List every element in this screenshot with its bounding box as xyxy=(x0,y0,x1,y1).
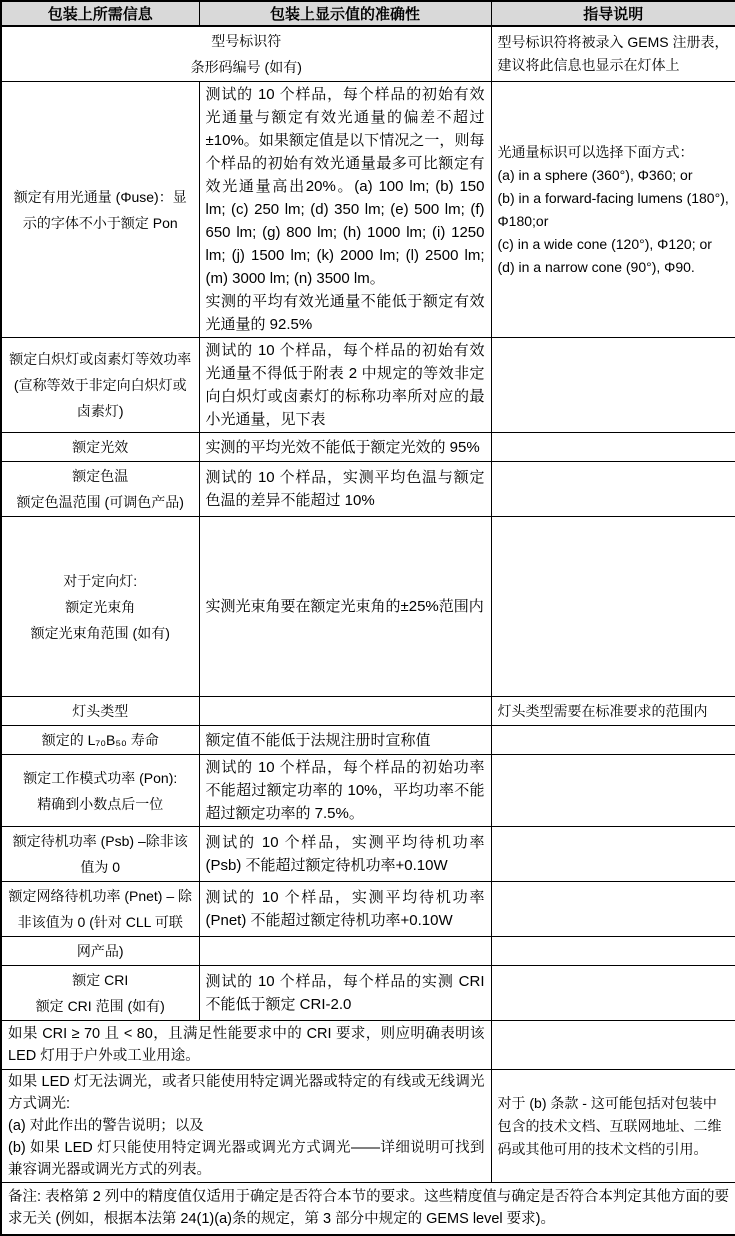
efficacy-accuracy-text: 实测的平均光效不能低于额定光效的 95% xyxy=(205,438,480,456)
cap-type-accuracy-cell-empty xyxy=(199,697,491,726)
pnet-accuracy-text: 测试的 10 个样品，实测平均待机功率 (Pnet) 不能超过额定待机功率+0.10W xyxy=(205,889,485,929)
rated-useful-flux-guidance-cell xyxy=(491,82,735,338)
efficacy-guidance-cell-empty xyxy=(491,433,735,462)
flux-accuracy-paragraph-1: 测试的 10 个样品，每个样品的初始有效光通量与额定有效光通量的偏差不超过±10%。如果额定值是以下情况之一，则每个样品的初始有效光通量最多可比额定有效光通量高出20%。(a) 100 lm; (b) 150 lm; (c) 250 lm; (d) 350 lm; (e) 500 lm; (f) 650 lm; (g) 800 lm; (h) 1000 lm; (i) 1250 lm; (j) 1500 lm; (k) 2000 lm; (l) 2500 lm; (m) 3000 lm; (n) 3500 lm。 xyxy=(205,86,485,287)
model-identifier-text: 型号标识符 xyxy=(211,33,282,49)
cct-accuracy-text: 测试的 10 个样品，实测平均色温与额定色温的差异不能超过 10% xyxy=(205,469,485,509)
model-identifier-guidance-text: 型号标识符将被录入 GEMS 注册表，建议将此信息也显示在灯体上 xyxy=(497,34,729,73)
row-rated-useful-flux xyxy=(1,82,735,338)
row-rated-lifetime xyxy=(1,726,735,755)
equiv-power-name-text: 额定白炽灯或卤素灯等效功率 (宣称等效于非定向白炽灯或卤素灯) xyxy=(9,351,192,419)
rated-useful-flux-accuracy-cell xyxy=(199,82,491,338)
pon-name-line-2: 精确到小数点后一位 xyxy=(37,795,164,812)
lifetime-accuracy-cell xyxy=(199,726,491,755)
cap-type-guidance-text: 灯头类型需要在标准要求的范围内 xyxy=(497,702,708,719)
cct-name-line-2: 额定色温范围 (可调色产品) xyxy=(16,494,184,510)
remark-cell xyxy=(1,1183,735,1235)
row-dimming-requirements xyxy=(1,1070,735,1183)
beam-angle-name-line-1: 对于定向灯: xyxy=(63,572,138,589)
pnet-name-cell xyxy=(1,882,199,937)
dimming-guidance-text: 对于 (b) 条款 - 这可能包括对包装中包含的技术文档、互联网地址、二维码或其他可用的技术文档的引用。 xyxy=(497,1094,722,1157)
dimming-requirements-cell xyxy=(1,1070,491,1183)
cap-type-name-cell xyxy=(1,697,199,726)
row-model-identifier xyxy=(1,26,735,82)
beam-angle-accuracy-text: 实测光束角要在额定光束角的±25%范围内 xyxy=(205,598,484,615)
beam-angle-name-line-2: 额定光束角 xyxy=(65,598,136,615)
dimming-item-a-text: (a) 对此作出的警告说明；以及 xyxy=(8,1118,204,1134)
row-rated-cct xyxy=(1,462,735,517)
beam-angle-name-line-3: 额定光束角范围 (如有) xyxy=(30,624,170,641)
pon-name-cell xyxy=(1,755,199,827)
cri-outdoor-note-text: 如果 CRI ≥ 70 且 < 80，且满足性能要求中的 CRI 要求，则应明确表明该 LED 灯用于户外或工业用途。 xyxy=(8,1026,485,1064)
psb-name-cell xyxy=(1,827,199,882)
flux-accuracy-paragraph-2: 实测的平均有效光通量不能低于额定有效光通量的 92.5% xyxy=(205,293,485,333)
psb-accuracy-cell xyxy=(199,827,491,882)
psb-name-text: 额定待机功率 (Psb) –除非该值为 0 xyxy=(12,833,188,875)
pon-accuracy-cell xyxy=(199,755,491,827)
cri-outdoor-note-guidance-cell-empty xyxy=(491,1021,735,1070)
pnet-name-text: 额定网络待机功率 (Pnet) – 除非该值为 0 (针对 CLL 可联 xyxy=(8,888,193,930)
pnet-accuracy-cell xyxy=(199,882,491,937)
psb-guidance-cell-empty xyxy=(491,827,735,882)
cap-type-name-text: 灯头类型 xyxy=(72,703,129,719)
cct-name-cell xyxy=(1,462,199,517)
pnet-overflow-cell xyxy=(1,937,199,966)
header-guidance: 指导说明 xyxy=(491,1,735,26)
barcode-number-text: 条形码编号 (如有) xyxy=(190,59,302,75)
beam-angle-name-cell xyxy=(1,517,199,697)
row-remark xyxy=(1,1183,735,1235)
flux-guidance-option-b: (b) in a forward-facing lumens (180°), Φ180;or xyxy=(497,189,729,229)
flux-guidance-option-d: (d) in a narrow cone (90°), Φ90. xyxy=(497,258,695,275)
cri-outdoor-note-cell xyxy=(1,1021,491,1070)
efficacy-name-cell xyxy=(1,433,199,462)
psb-accuracy-text: 测试的 10 个样品，实测平均待机功率 (Psb) 不能超过额定待机功率+0.10W xyxy=(205,834,485,874)
pnet-overflow-accuracy-cell-empty xyxy=(199,937,491,966)
dimming-item-b-text: (b) 如果 LED 灯只能使用特定调光器或调光方式调光——详细说明可找到兼容调光器或调光方式的列表。 xyxy=(8,1140,485,1178)
row-incandescent-equivalent-power xyxy=(1,338,735,433)
model-identifier-guidance-cell xyxy=(491,26,735,82)
lifetime-name-cell xyxy=(1,726,199,755)
flux-guidance-option-c: (c) in a wide cone (120°), Φ120; or xyxy=(497,235,712,252)
equiv-power-accuracy-cell xyxy=(199,338,491,433)
row-rated-efficacy xyxy=(1,433,735,462)
cct-guidance-cell-empty xyxy=(491,462,735,517)
equiv-power-guidance-cell-empty xyxy=(491,338,735,433)
remark-text: 备注: 表格第 2 列中的精度值仅适用于确定是否符合本节的要求。这些精度值与确定是否符合本判定其他方面的要求无关 (例如，根据本法第 24(1)(a)条的规定，第 3 部分中规定的 GEMS level 要求)。 xyxy=(8,1189,729,1228)
dimming-intro-text: 如果 LED 灯无法调光，或者只能使用特定调光器或特定的有线或无线调光方式调光: xyxy=(8,1074,485,1112)
pnet-guidance-cell-empty xyxy=(491,882,735,937)
flux-guidance-intro: 光通量标识可以选择下面方式： xyxy=(497,143,694,160)
row-cri-outdoor-note xyxy=(1,1021,735,1070)
row-rated-standby-power xyxy=(1,827,735,882)
cri-accuracy-text: 测试的 10 个样品，每个样品的实测 CRI 不能低于额定 CRI-2.0 xyxy=(205,973,485,1013)
header-accuracy: 包装上显示值的准确性 xyxy=(199,1,491,26)
cap-type-guidance-cell xyxy=(491,697,735,726)
efficacy-accuracy-cell xyxy=(199,433,491,462)
row-rated-network-standby-power xyxy=(1,882,735,937)
row-rated-on-mode-power xyxy=(1,755,735,827)
row-beam-angle xyxy=(1,517,735,697)
pon-guidance-cell-empty xyxy=(491,755,735,827)
efficacy-name-text: 额定光效 xyxy=(72,439,129,455)
cri-name-cell xyxy=(1,966,199,1021)
pnet-overflow-guidance-cell-empty xyxy=(491,937,735,966)
row-rated-cri xyxy=(1,966,735,1021)
header-required-info: 包装上所需信息 xyxy=(1,1,199,26)
rated-useful-flux-name-text: 额定有用光通量 (Φuse)：显示的字体不小于额定 Pon xyxy=(13,188,187,231)
flux-guidance-option-a: (a) in a sphere (360°), Φ360; or xyxy=(497,166,693,183)
row-cap-type xyxy=(1,697,735,726)
cri-name-line-1: 额定 CRI xyxy=(72,972,129,988)
cri-accuracy-cell xyxy=(199,966,491,1021)
equiv-power-accuracy-text: 测试的 10 个样品，每个样品的初始有效光通量不得低于附表 2 中规定的等效非定向白炽灯或卤素灯的标称功率所对应的最小光通量，见下表 xyxy=(205,342,485,428)
cct-name-line-1: 额定色温 xyxy=(72,468,129,484)
lifetime-name-text: 额定的 L₇₀B₅₀ 寿命 xyxy=(41,732,159,748)
dimming-guidance-cell xyxy=(491,1070,735,1183)
pnet-overflow-text: 网产品) xyxy=(76,943,124,959)
cri-guidance-cell-empty xyxy=(491,966,735,1021)
header-row xyxy=(1,1,735,26)
rated-useful-flux-name-cell xyxy=(1,82,199,338)
equiv-power-name-cell xyxy=(1,338,199,433)
lifetime-accuracy-text: 额定值不能低于法规注册时宣称值 xyxy=(205,731,431,749)
beam-angle-guidance-cell-empty xyxy=(491,517,735,697)
pon-accuracy-text: 测试的 10 个样品，每个样品的初始功率不能超过额定功率的 10%，平均功率不能超过额定功率的 7.5%。 xyxy=(205,759,485,822)
model-identifier-cell xyxy=(1,26,491,82)
cri-name-line-2: 额定 CRI 范围 (如有) xyxy=(35,998,165,1014)
row-network-standby-overflow xyxy=(1,937,735,966)
lifetime-guidance-cell-empty xyxy=(491,726,735,755)
cct-accuracy-cell xyxy=(199,462,491,517)
beam-angle-accuracy-cell xyxy=(199,517,491,697)
pon-name-line-1: 额定工作模式功率 (Pon): xyxy=(23,769,178,786)
